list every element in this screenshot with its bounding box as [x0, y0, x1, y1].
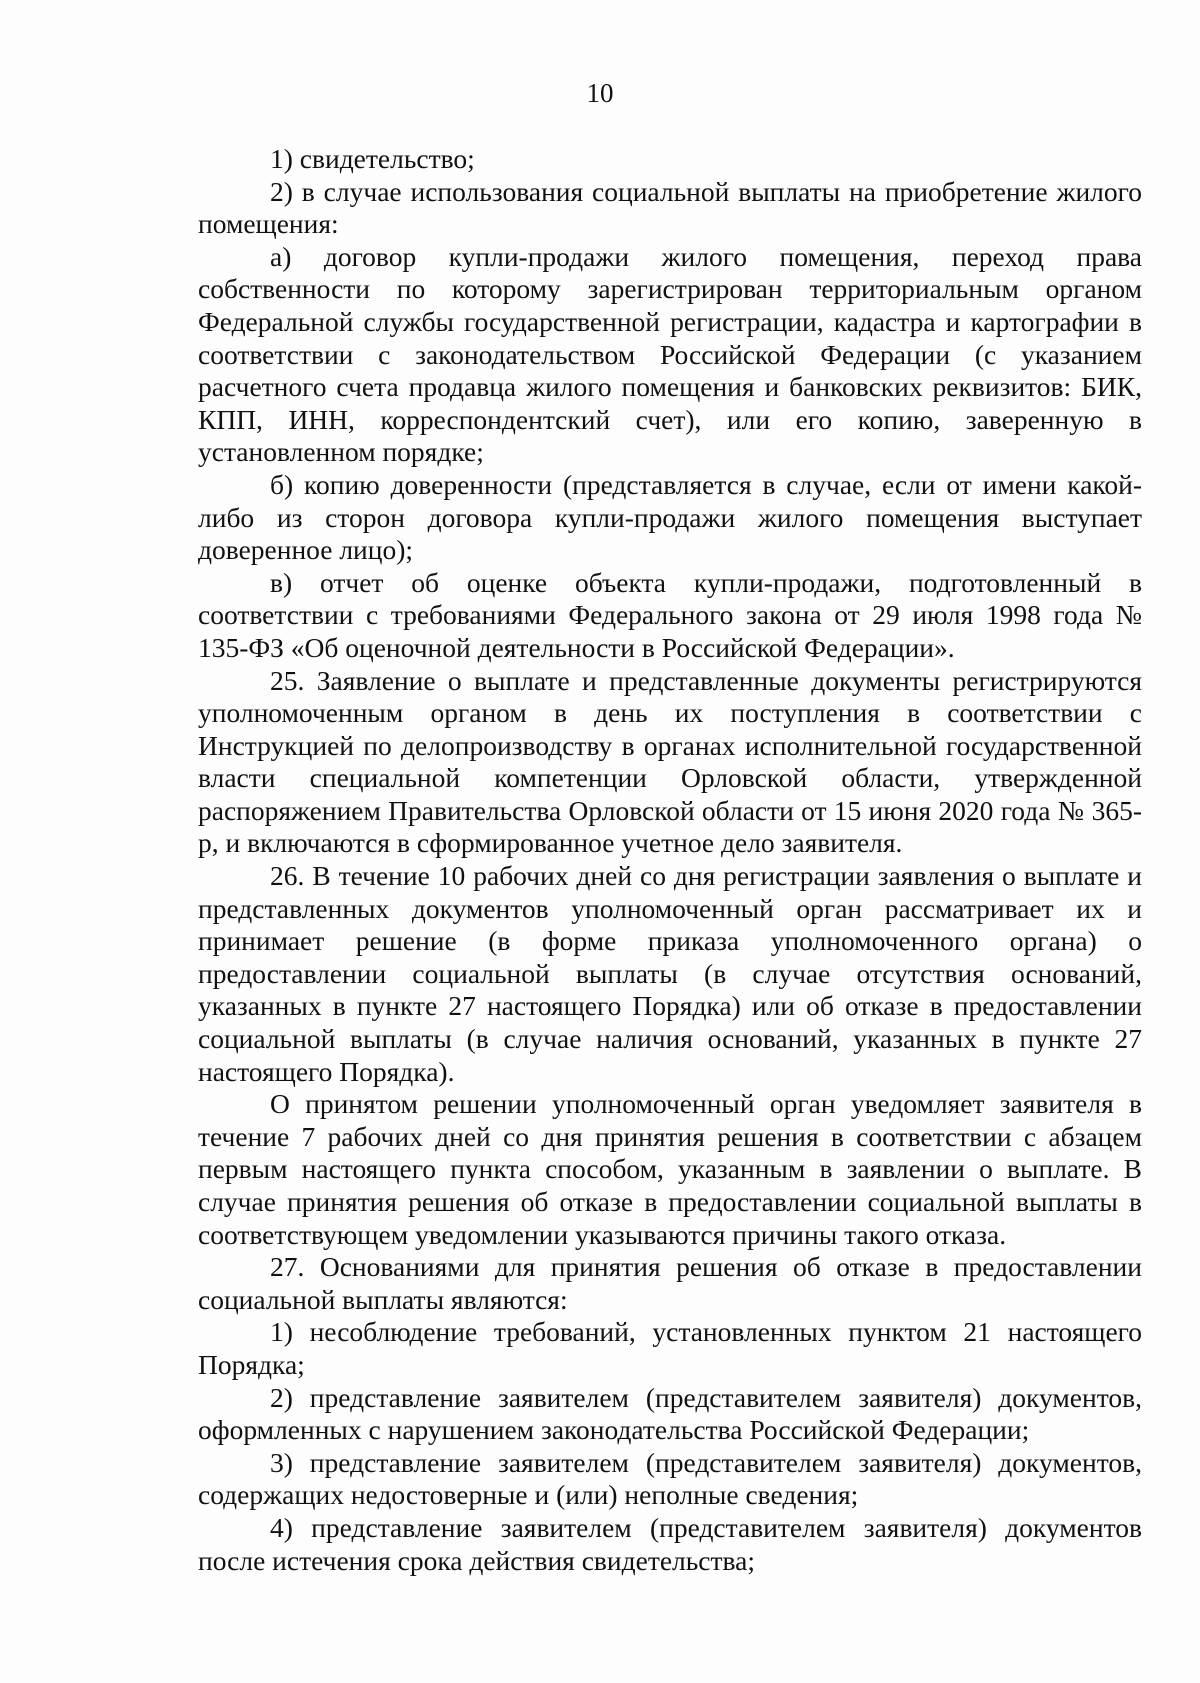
- paragraph-subitem-v-valuation-report: в) отчет об оценке объекта купли-продажи, подготовленный в соответствии с требованиями Федерального закона от 29 июля 1998 года № 135-ФЗ «Об оценочной деятельности в Российской Федерации».: [198, 566, 1142, 663]
- paragraph-clause-26: 26. В течение 10 рабочих дней со дня регистрации заявления о выплате и представленных документов уполномоченный орган рассматривает их и принимает решение (в форме приказа уполномоченного органа) о предоставлении социальной выплаты (в случае отсутствия оснований, указанных в пункте 27 настоящего Порядка) или об отказе в предоставлении социальной выплаты (в случае наличия оснований, указанных в пункте 27 настоящего Порядка).: [198, 860, 1142, 1087]
- page-number: 10: [586, 78, 614, 108]
- paragraph-item-2-housing-purchase: 2) в случае использования социальной выплаты на приобретение жилого помещения:: [198, 175, 1142, 240]
- paragraph-clause-27: 27. Основаниями для принятия решения об отказе в предоставлении социальной выплаты являются:: [198, 1251, 1142, 1315]
- paragraph-refusal-ground-1: 1) несоблюдение требований, установленных пунктом 21 настоящего Порядка;: [198, 1316, 1142, 1380]
- paragraph-clause-26-notification: О принятом решении уполномоченный орган уведомляет заявителя в течение 7 рабочих дней со дня принятия решения в соответствии с абзацем первым настоящего пункта способом, указанным в заявлении о выплате. В случае принятия решения об отказе в предоставлении социальной выплаты в соответствующем уведомлении указываются причины такого отказа.: [198, 1088, 1142, 1250]
- paragraph-refusal-ground-4: 4) представление заявителем (представителем заявителя) документов после истечения срока действия свидетельства;: [198, 1511, 1142, 1576]
- paragraph-subitem-a-sale-contract: а) договор купли-продажи жилого помещения, переход права собственности по которому зарегистрирован территориальным органом Федеральной службы государственной регистрации, кадастра и картографии в соответствии с законодательством Российской Федерации (с указанием расчетного счета продавца жилого помещения и банковских реквизитов: БИК, КПП, ИНН, корреспондентский счет), или его копию, заверенную в установленном порядке;: [198, 240, 1142, 468]
- paragraph-clause-25: 25. Заявление о выплате и представленные документы регистрируются уполномоченным органом в день их поступления в соответствии с Инструкцией по делопроизводству в органах исполнительной государственной власти специальной компетенции Орловской области, утвержденной распоряжением Правительства Орловской области от 15 июня 2020 года № 365-р, и включаются в сформированное учетное дело заявителя.: [198, 664, 1142, 859]
- paragraph-refusal-ground-3: 3) представление заявителем (представителем заявителя) документов, содержащих недостоверные и (или) неполные сведения;: [198, 1446, 1142, 1511]
- paragraph-refusal-ground-2: 2) представление заявителем (представителем заявителя) документов, оформленных с нарушением законодательства Российской Федерации;: [198, 1381, 1142, 1446]
- document-body: [198, 143, 1142, 1577]
- paragraph-subitem-b-power-of-attorney: б) копию доверенности (представляется в случае, если от имени какой-либо из сторон договора купли-продажи жилого помещения выступает доверенное лицо);: [198, 468, 1142, 566]
- paragraph-item-1-certificate: 1) свидетельство;: [270, 143, 475, 174]
